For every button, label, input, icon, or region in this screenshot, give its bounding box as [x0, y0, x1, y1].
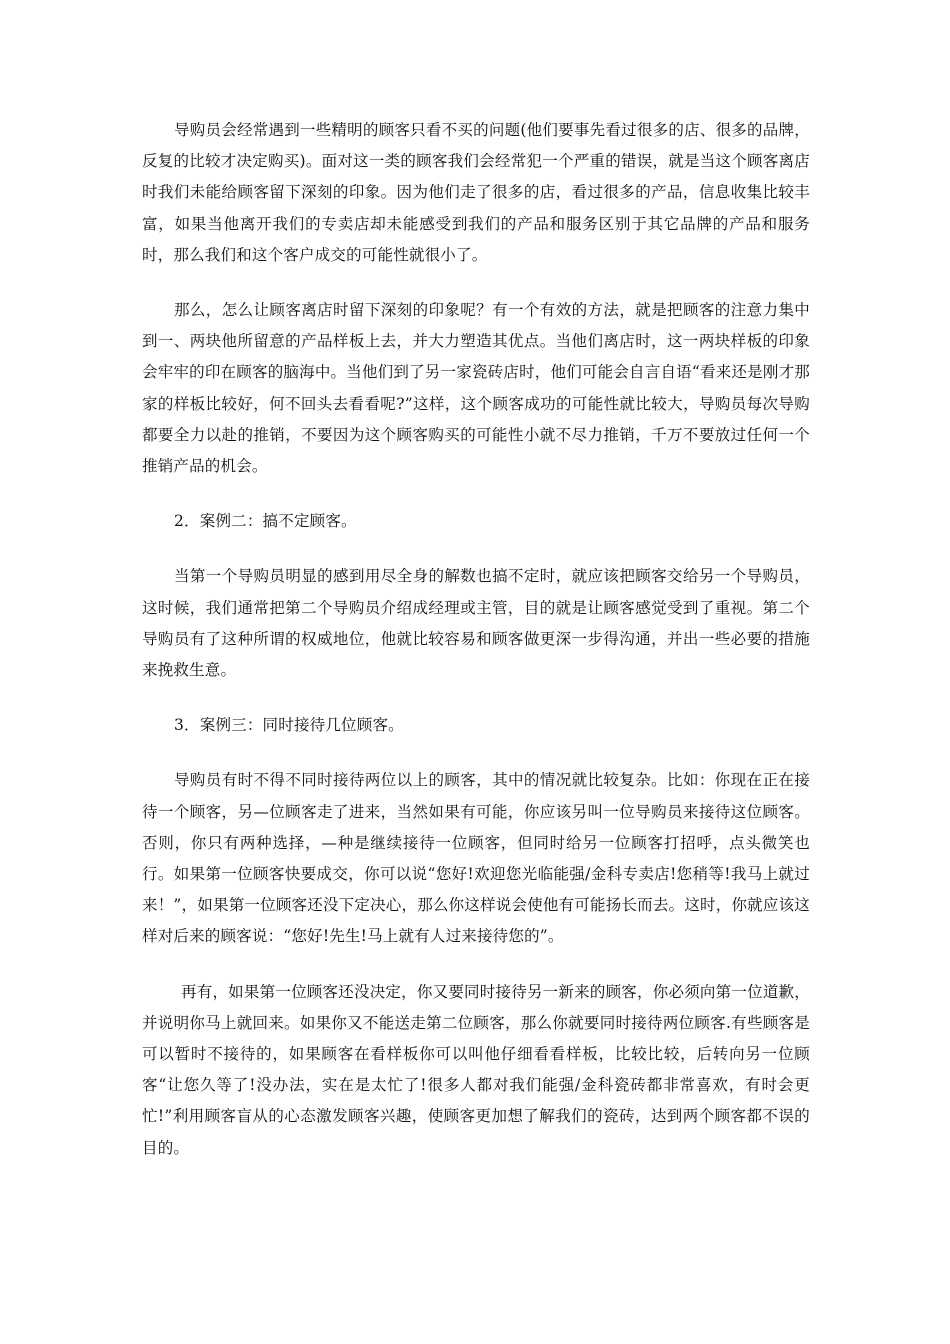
paragraph-impression: 那么，怎么让顾客离店时留下深刻的印象呢？有一个有效的方法，就是把顾客的注意力集中到一、两块他所留意的产品样板上去，并大力塑造其优点。当他们离店时，这一两块样板的印象会牢牢的印在顾客的脑海中。当他们到了另一家瓷砖店时，他们可能会自言自语“看来还是刚才那家的样板比较好，何不回头去看看呢?”这样，这个顾客成功的可能性就比较大，导购员每次导购都要全力以赴的推销，不要因为这个顾客购买的可能性小就不尽力推销，千万不要放过任何一个推销产品的机会。: [142, 301, 810, 476]
paragraph-spacer: [142, 482, 810, 506]
paragraph-spacer: [142, 686, 810, 710]
paragraph-spacer: [142, 953, 810, 977]
paragraph-case-two: 当第一个导购员明显的感到用尽全身的解数也搞不定时，就应该把顾客交给另一个导购员，这时候，我们通常把第二个导购员介绍成经理或主管，目的就是让顾客感觉受到了重视。第二个导购员有了这种所谓的权威地位，他就比较容易和顾客做更深一步得沟通，并出一些必要的措施来挽救生意。: [142, 567, 810, 680]
paragraph-spacer: [142, 271, 810, 295]
paragraph-follow-up: 再有，如果第一位顾客还没决定，你又要同时接待另一新来的顾客，你必须向第一位道歉，并说明你马上就回来。如果你又不能送走第二位顾客，那么你就要同时接待两位顾客.有些顾客是可以暂时不接待的，如果顾客在看样板你可以叫他仔细看看样板，比较比较，后转向另一位顾客“让您久等了!没办法，实在是太忙了!很多人都对我们能强/金科瓷砖都非常喜欢，有时会更忙!”利用顾客盲从的心态激发顾客兴趣，使顾客更加想了解我们的瓷砖，达到两个顾客都不误的目的。: [142, 982, 810, 1157]
case-two-heading: 2．案例二：搞不定顾客。: [174, 512, 357, 531]
paragraph-spacer: [142, 537, 810, 561]
paragraph-case-three: 导购员有时不得不同时接待两位以上的顾客，其中的情况就比较复杂。比如：你现在正在接待一个顾客，另—位顾客走了进来，当然如果有可能，你应该另叫一位导购员来接待这位顾客。否则，你只有两种选择，—种是继续接待一位顾客，但同时给另一位顾客打招呼，点头微笑也行。如果第一位顾客快要成交，你可以说“您好!欢迎您光临能强/金科专卖店!您稍等!我马上就过来！”，如果第一位顾客还没下定决心，那么你这样说会使他有可能扬长而去。这时，你就应该这样对后来的顾客说：“您好!先生!马上就有人过来接待您的”。: [142, 771, 810, 946]
document-body: [142, 115, 810, 1164]
paragraph-spacer: [142, 741, 810, 765]
case-three-heading: 3．案例三：同时接待几位顾客。: [174, 716, 404, 735]
paragraph-intro: 导购员会经常遇到一些精明的顾客只看不买的问题(他们要事先看过很多的店、很多的品牌，反复的比较才决定购买)。面对这一类的顾客我们会经常犯一个严重的错误，就是当这个顾客离店时我们未能给顾客留下深刻的印象。因为他们走了很多的店，看过很多的产品，信息收集比较丰富，如果当他离开我们的专卖店却未能感受到我们的产品和服务区别于其它品牌的产品和服务时，那么我们和这个客户成交的可能性就很小了。: [142, 121, 810, 264]
